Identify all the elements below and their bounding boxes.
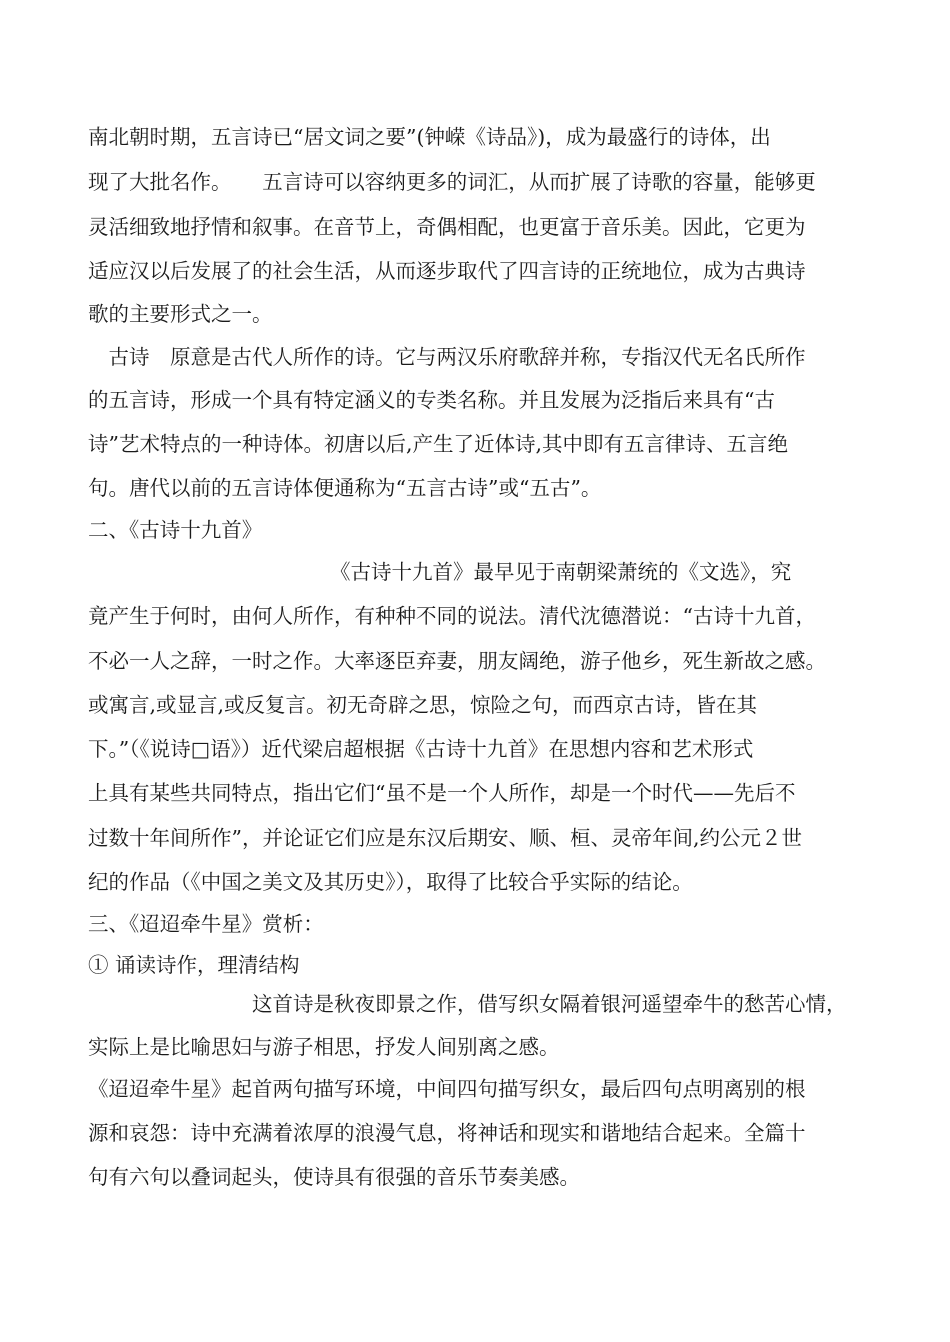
text-line: 过数十年间所作”，并论证它们应是东汉后期安、顺、桓、灵帝年间,约公元２世	[88, 826, 802, 850]
text-line: 这首诗是秋夜即景之作，借写织女隔着银河遥望牵牛的愁苦心情，	[252, 992, 847, 1016]
text-line: 竟产生于何时，由何人所作，有种种不同的说法。清代沈德潜说：“古诗十九首，	[88, 604, 816, 628]
text-line: 不必一人之辞，一时之作。大率逐臣弃妻，朋友阔绝，游子他乡，死生新故之感。	[88, 649, 826, 673]
text-line: 实际上是比喻思妇与游子相思，抒发人间别离之感。	[88, 1035, 560, 1059]
subsection-heading: ① 诵读诗作，理清结构	[88, 953, 300, 977]
text-line: 古诗 原意是古代人所作的诗。它与两汉乐府歌辞并称，专指汉代无名氏所作	[88, 345, 806, 369]
text-line: 歌的主要形式之一。	[88, 302, 273, 326]
text-line: 上具有某些共同特点，指出它们“虽不是一个人所作，却是一个时代——先后不	[88, 781, 796, 805]
text-line: 适应汉以后发展了的社会生活，从而逐步取代了四言诗的正统地位，成为古典诗	[88, 259, 806, 283]
section-heading: 三、《迢迢牵牛星》赏析：	[88, 912, 324, 936]
text-line: 的五言诗，形成一个具有特定涵义的专类名称。并且发展为泛指后来具有“古	[88, 388, 775, 412]
text-line: 《古诗十九首》最早见于南朝梁萧统的《文选》，究	[330, 560, 792, 584]
text-line: 诗”艺术特点的一种诗体。初唐以后,产生了近体诗,其中即有五言律诗、五言绝	[88, 432, 789, 456]
text-line: 南北朝时期，五言诗已“居文词之要”(钟嵘《诗品》)，成为最盛行的诗体，出	[88, 125, 771, 149]
text-line: 纪的作品（《中国之美文及其历史》），取得了比较合乎实际的结论。	[88, 870, 693, 894]
text-line: 句。唐代以前的五言诗体便通称为“五言古诗”或“五古”。	[88, 476, 602, 500]
text-line: 灵活细致地抒情和叙事。在音节上，奇偶相配，也更富于音乐美。因此，它更为	[88, 215, 806, 239]
text-line: 《迢迢牵牛星》起首两句描写环境，中间四句描写织女，最后四句点明离别的根	[88, 1077, 806, 1101]
section-heading: 二、《古诗十九首》	[88, 518, 263, 542]
text-line: 下。”（《说诗□语》）近代梁启超根据《古诗十九首》在思想内容和艺术形式	[88, 737, 754, 761]
text-line: 现了大批名作。 五言诗可以容纳更多的词汇，从而扩展了诗歌的容量，能够更	[88, 170, 816, 194]
text-line: 句有六句以叠词起头，使诗具有很强的音乐节奏美感。	[88, 1165, 580, 1189]
text-line: 源和哀怨：诗中充满着浓厚的浪漫气息，将神话和现实和谐地结合起来。全篇十	[88, 1121, 806, 1145]
text-line: 或寓言,或显言,或反复言。初无奇辟之思，惊险之句，而西京古诗，皆在其	[88, 693, 758, 717]
